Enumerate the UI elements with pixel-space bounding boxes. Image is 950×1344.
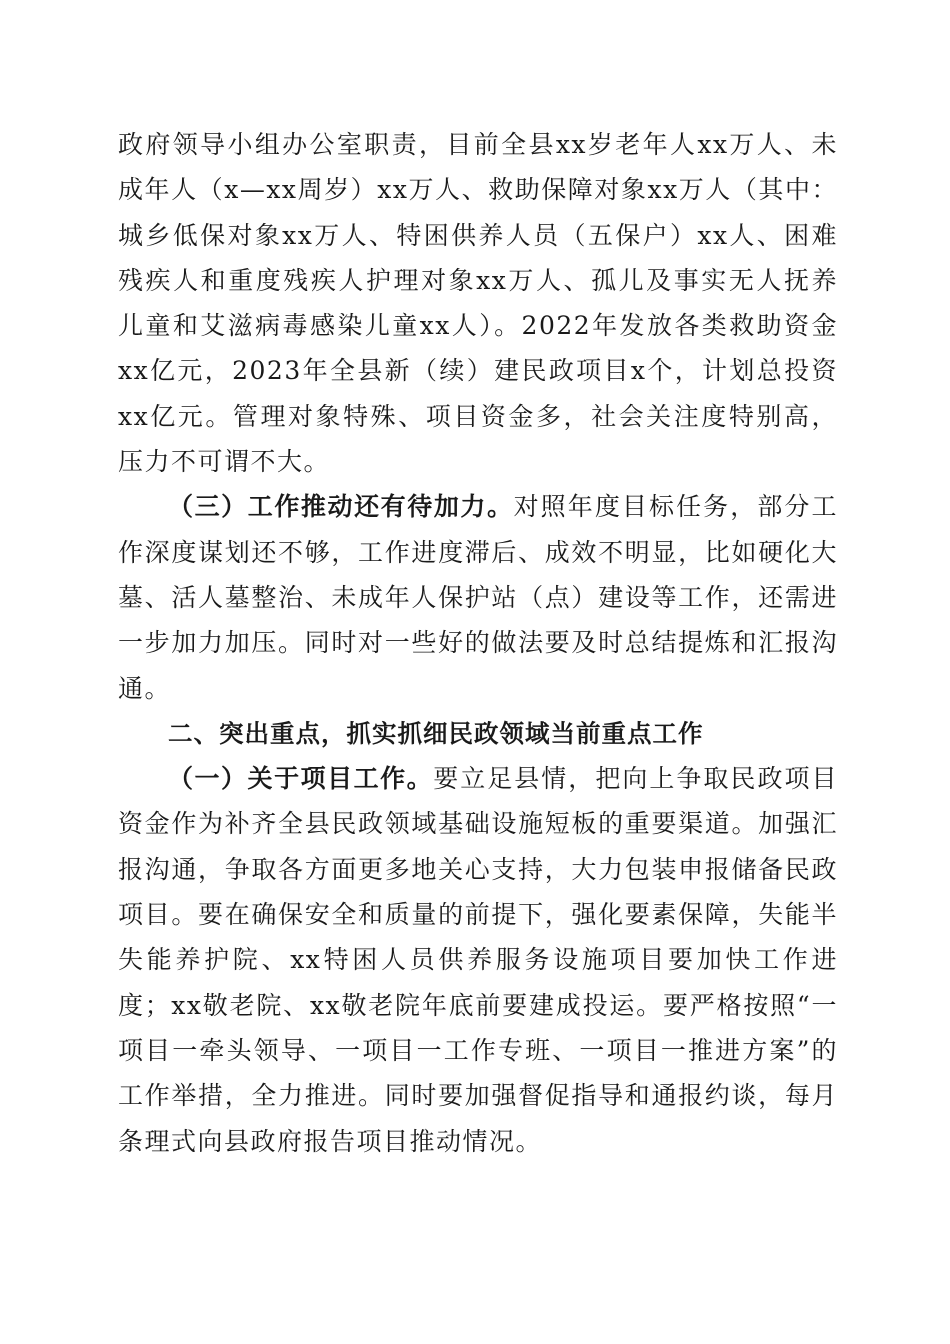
paragraph-statistics-text: 政府领导小组办公室职责，目前全县xx岁老年人xx万人、未成年人（x—xx周岁）xx万人、救助保障对象xx万人（其中：城乡低保对象xx万人、特困供养人员（五保户）xx人、困难残疾人和重度残疾人护理对象xx万人、孤儿及事实无人抚养儿童和艾滋病毒感染儿童xx人）。2022年发放各类救助资金xx亿元，2023年全县新（续）建民政项目x个，计划总投资xx亿元。管理对象特殊、项目资金多，社会关注度特别高，压力不可谓不大。 <box>118 130 838 477</box>
paragraph-project-work <box>118 756 838 1164</box>
paragraph-project-work-lead: （一）关于项目工作。 <box>168 764 434 794</box>
section-heading: 二、突出重点，抓实抓细民政领域当前重点工作 <box>168 718 704 748</box>
document-body <box>118 122 838 1164</box>
paragraph-statistics <box>118 122 838 484</box>
paragraph-project-work-text: 要立足县情，把向上争取民政项目资金作为补齐全县民政领域基础设施短板的重要渠道。加强汇报沟通，争取各方面更多地关心支持，大力包装申报储备民政项目。要在确保安全和质量的前提下，强化要素保障，失能半失能养护院、xx特困人员供养服务设施项目要加快工作进度；xx敬老院、xx敬老院年底前要建成投运。要严格按照“一项目一牵头领导、一项目一工作专班、一项目一推进方案”的工作举措，全力推进。同时要加强督促指导和通报约谈，每月条理式向县政府报告项目推动情况。 <box>118 764 838 1156</box>
paragraph-work-promotion <box>118 484 838 710</box>
paragraph-work-promotion-text: 对照年度目标任务，部分工作深度谋划还不够，工作进度滞后、成效不明显，比如硬化大墓、活人墓整治、未成年人保护站（点）建设等工作，还需进一步加力加压。同时对一些好的做法要及时总结提炼和汇报沟通。 <box>118 492 838 703</box>
paragraph-work-promotion-lead: （三）工作推动还有待加力。 <box>168 492 514 522</box>
